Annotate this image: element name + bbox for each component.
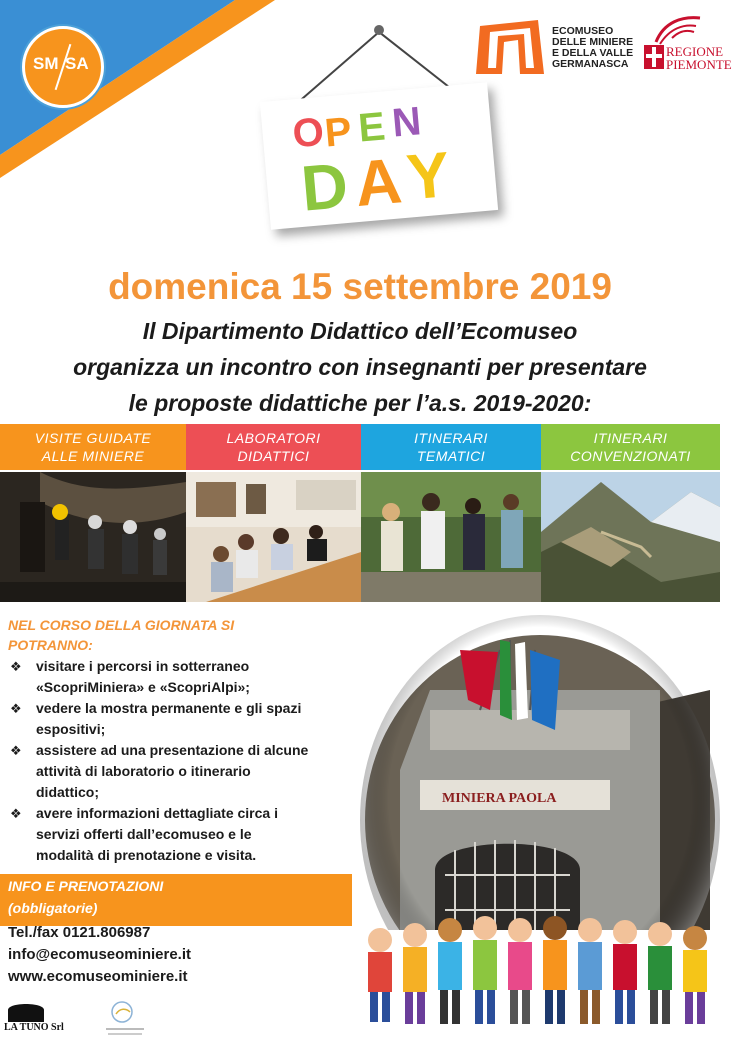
list-item-line: avere informazioni dettagliate circa i bbox=[36, 805, 278, 821]
smsa-logo-right: SA bbox=[65, 54, 89, 73]
smsa-logo bbox=[22, 26, 104, 108]
category-label: LABORATORI bbox=[226, 430, 321, 446]
category-label: VISITE GUIDATE bbox=[34, 430, 152, 446]
sign-letter-n: N bbox=[390, 99, 423, 146]
partner-logo-icon bbox=[100, 998, 150, 1038]
photo-mine-tunnel bbox=[0, 472, 186, 602]
list-item-line: espositivi; bbox=[36, 721, 106, 737]
sign-letter-o: O bbox=[290, 109, 326, 157]
list-item-line: visitare i percorsi in sotterraneo bbox=[36, 658, 250, 674]
category-label: DIDATTICI bbox=[237, 448, 310, 464]
sign-letter-y: Y bbox=[403, 138, 453, 214]
sign-letter-a: A bbox=[352, 144, 405, 221]
list-item-line: servizi offerti dall’ecomuseo e le bbox=[36, 826, 252, 842]
ecomuseo-logo-text bbox=[552, 26, 633, 70]
latuno-mark-icon bbox=[6, 1000, 46, 1022]
photo-laboratory bbox=[186, 472, 361, 602]
activities-title-line: NEL CORSO DELLA GIORNATA SI bbox=[8, 617, 235, 633]
list-item-line: assistere ad una presentazione di alcune bbox=[36, 742, 309, 758]
sign-letter-e: E bbox=[356, 104, 388, 151]
list-item bbox=[8, 656, 353, 698]
info-subtitle: (obbligatorie) bbox=[8, 900, 98, 916]
info-phone: Tel./fax 0121.806987 bbox=[8, 924, 151, 941]
activities-list bbox=[8, 656, 353, 866]
activities-title bbox=[8, 615, 348, 655]
regione-swoosh-icon bbox=[642, 12, 718, 46]
intro-line: le proposte didattiche per l’a.s. 2019-2020: bbox=[128, 390, 592, 416]
list-item bbox=[8, 803, 353, 866]
list-item-line: modalità di prenotazione e visita. bbox=[36, 847, 257, 863]
smsa-logo-left: SM bbox=[33, 54, 59, 73]
info-email[interactable]: info@ecomuseominiere.it bbox=[8, 946, 191, 963]
list-item-line: «ScopriMiniera» e «ScopriAlpi»; bbox=[36, 679, 250, 695]
regione-line: PIEMONTE bbox=[666, 57, 732, 72]
info-website[interactable]: www.ecomuseominiere.it bbox=[8, 968, 188, 985]
open-day-sign bbox=[255, 10, 505, 240]
category-label: ALLE MINIERE bbox=[41, 448, 145, 464]
category-label: CONVENZIONATI bbox=[570, 448, 691, 464]
event-date: domenica 15 settembre 2019 bbox=[108, 266, 612, 307]
diamond-bullet-icon: ❖ bbox=[10, 743, 22, 758]
info-title: INFO E PRENOTAZIONI bbox=[8, 878, 164, 894]
photo-miniera-paola bbox=[360, 630, 720, 1040]
latuno-text: LA TUNO Srl bbox=[4, 1022, 64, 1033]
diamond-bullet-icon: ❖ bbox=[10, 806, 22, 821]
regione-line: REGIONE bbox=[666, 44, 724, 59]
intro-line: organizza un incontro con insegnanti per presentare bbox=[73, 354, 647, 380]
ecomuseo-line: ECOMUSEO bbox=[552, 25, 614, 37]
sign-letter-d: D bbox=[298, 148, 351, 225]
ecomuseo-line: GERMANASCA bbox=[552, 58, 629, 70]
category-laboratori bbox=[186, 424, 361, 470]
category-itinerari-tematici bbox=[361, 424, 541, 470]
list-item-line: attività di laboratorio o itinerario bbox=[36, 763, 251, 779]
list-item bbox=[8, 740, 353, 803]
category-label: ITINERARI bbox=[414, 430, 488, 446]
list-item-line: vedere la mostra permanente e gli spazi bbox=[36, 700, 302, 716]
intro-line: Il Dipartimento Didattico dell’Ecomuseo bbox=[142, 318, 578, 344]
diamond-bullet-icon: ❖ bbox=[10, 659, 22, 674]
diamond-bullet-icon: ❖ bbox=[10, 701, 22, 716]
list-item-line: didattico; bbox=[36, 784, 99, 800]
regione-piemonte-logo bbox=[642, 12, 732, 72]
ecomuseo-line: DELLE MINIERE bbox=[552, 36, 634, 48]
latuno-logo bbox=[4, 1000, 74, 1036]
sign-letter-p: P bbox=[322, 109, 354, 156]
category-label: TEMATICI bbox=[416, 448, 486, 464]
ecomuseo-line: E DELLA VALLE bbox=[552, 47, 634, 59]
regione-shield-icon bbox=[644, 45, 664, 69]
list-item bbox=[8, 698, 353, 740]
photo-fortress-landscape bbox=[541, 472, 720, 602]
activities-title-line: POTRANNO: bbox=[8, 637, 93, 653]
category-label: ITINERARI bbox=[593, 430, 668, 446]
kids-illustration bbox=[360, 916, 720, 1040]
photo-thematic-itinerary bbox=[361, 472, 541, 602]
category-visite-guidate bbox=[0, 424, 186, 470]
category-itinerari-convenzionati bbox=[541, 424, 720, 470]
